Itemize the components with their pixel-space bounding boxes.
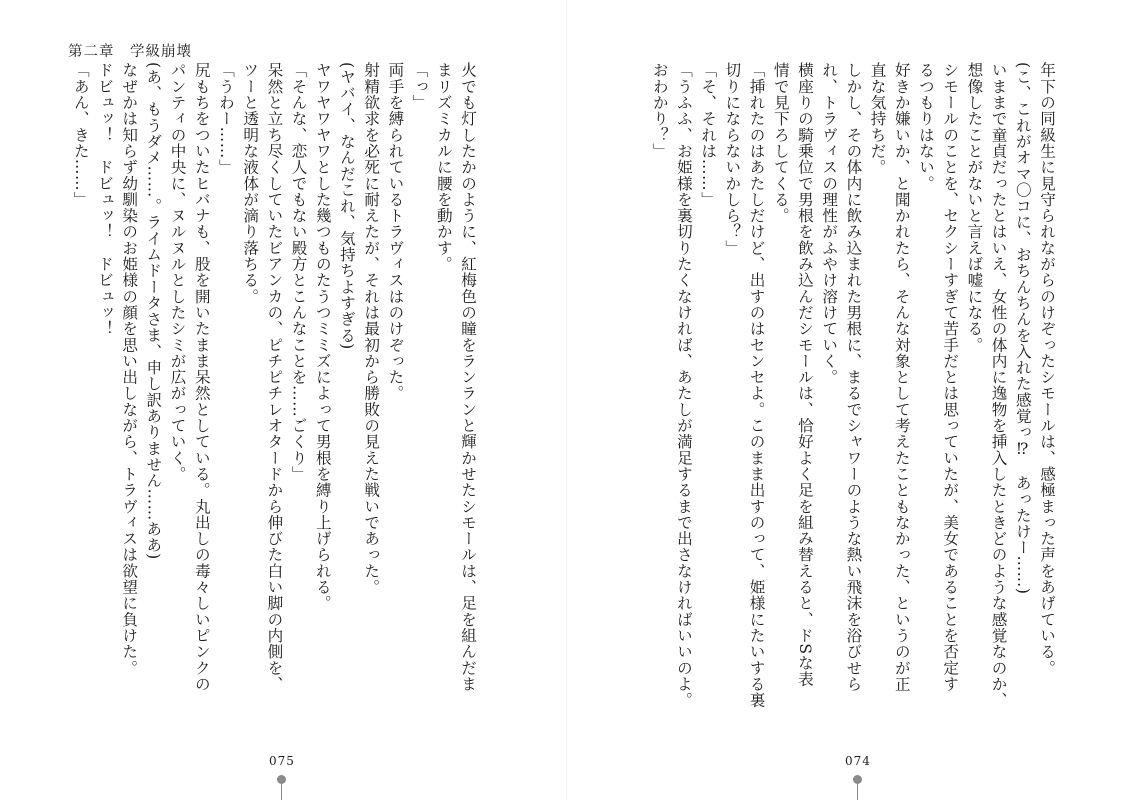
text-line: まリズミカルに腰を動かす。 [434,62,453,272]
text-line: 「あん、きた……」 [71,62,90,208]
text-line: ヤワヤワヤワとした幾つものたうつミミズによって男根を縛り上げられる。 [313,62,332,612]
text-line: 想像したことがないと言えば嘘になる。 [965,62,984,353]
page-marker-line [857,783,858,800]
text-line: 「挿れたのはあたしだけど、出すのはセンセよ。このまま出すのって、姫様にたいする裏 [747,62,766,708]
text-line: れ、トラヴィスの理性がふやけ溶けていく。 [820,62,839,385]
text-line: シモールのことを、セクシーすぎて苦手だとは思っていたが、美女であることを否定す [941,62,960,692]
right-page [567,0,1135,800]
text-line: 好きか嫌いか、と聞かれたら、そんな対象として考えたこともなかった、というのが正 [892,62,911,692]
text-line: (ヤバイ、なんだこれ、気持ちよすぎる) [337,62,356,350]
text-line: 「そんな、恋人でもない殿方とこんなことを……ごくり」 [289,62,308,482]
text-line: 「そ、それは……」 [699,62,718,208]
text-line: 両手を縛られているトラヴィスはのけぞった。 [386,62,405,402]
text-line: 呆然と立ち尽くしていたビアンカの、ピチピチレオタードから伸びた白い脚の内側を、 [265,62,284,692]
text-line: パンティの中央に、ヌルヌルとしたシミが広がっていく。 [168,62,187,482]
text-line: いままで童貞だったとはいえ、女性の体内に逸物を挿入したときどのような感覚なのか、 [989,62,1008,708]
page-marker-line [281,783,282,800]
chapter-header: 第二章 学級崩壊 [68,44,192,60]
text-line: なぜかは知らず幼馴染のお姫様の顔を思い出しながら、トラヴィスは欲望に負けた。 [120,62,139,676]
text-line: 「うふふ、お姫様を裏切りたくなければ、あたしが満足するまで出さなければいいのよ。 [674,62,693,708]
text-line: 切りにならないかしら？」 [723,62,742,256]
page-number: 075 [269,754,295,768]
text-line: ツーと透明な液体が滴り落ちる。 [241,62,260,305]
text-line: 射精欲求を必死に耐えたが、それは最初から勝敗の見えた戦いであった。 [362,62,381,595]
text-line: 尻もちをついたヒバナも、股を開いたまま呆然としている。丸出しの毒々しいピンクの [192,62,211,692]
text-line: るつもりはない。 [916,62,935,192]
left-page [0,0,567,800]
text-line: 「っ」 [410,62,429,111]
right-page-text [643,62,1059,722]
text-line: 直な気持ちだ。 [868,62,887,176]
text-line: (こ、これがオマ〇コに、おちんちんを入れた感覚っ⁉ あったけー……) [1013,62,1032,595]
text-line: ドビュッ！ ドビュッ！ ドビュッ！ [95,62,114,337]
text-line: おわかり？」 [650,62,669,159]
text-line: 火でも灯したかのように、紅梅色の瞳をランランと輝かせたシモールは、足を組んだま [459,62,477,692]
text-line: 「うわー……」 [216,62,235,176]
text-line: (あ、もうダメ……。ライムドータさま、申し訳ありません……ああ) [144,62,163,560]
text-line: 情で見下ろしてくる。 [771,62,790,224]
text-line: 横座りの騎乗位で男根を飲み込んだシモールは、恰好よく足を組み替えると、ドSな表 [795,62,814,687]
text-line: しかし、その体内に飲み込まれた男根に、まるでシャワーのような熱い飛沫を浴びせら [844,62,863,692]
left-page-text [58,62,480,722]
page-number: 074 [845,754,871,768]
text-line: 年下の同級生に見守られながらのけぞったシモールは、感極まった声をあげている。 [1038,62,1056,676]
